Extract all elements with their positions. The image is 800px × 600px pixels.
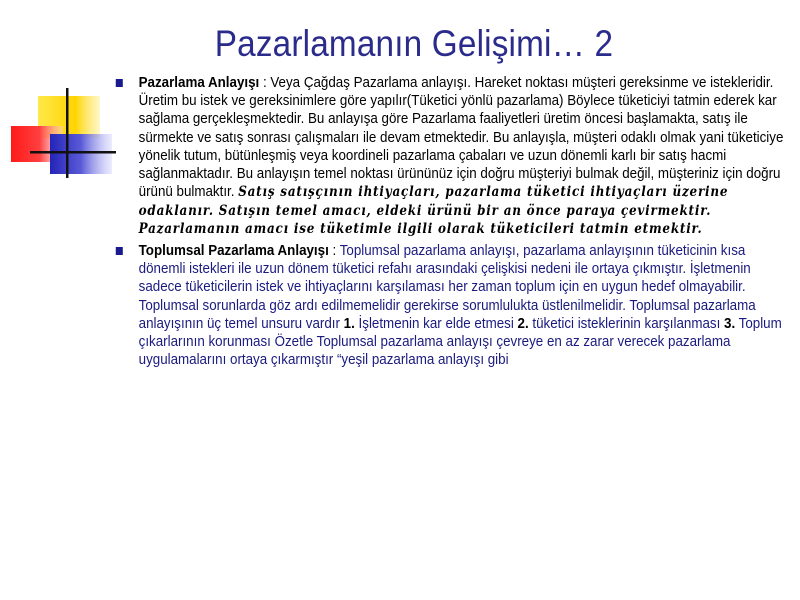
bullet-term: Pazarlama Anlayışı xyxy=(138,74,260,91)
list-number: 2. xyxy=(517,314,529,332)
square-bullet-icon xyxy=(116,79,123,87)
bullet-text: İşletmenin kar elde etmesi xyxy=(354,314,518,332)
list-number: 3. xyxy=(724,314,736,332)
bullet-term: Toplumsal Pazarlama Anlayışı xyxy=(138,242,329,259)
bullet-pazarlama-anlayisi xyxy=(114,74,785,239)
bullet-text: Toplum çıkarlarının korunması Özetle Toplumsal pazarlama anlayışı çevreye en az zarar verecek pazarlama uygulamalarını ortaya çıkarmıştır “yeşil pazarlama anlayışı gibi xyxy=(138,314,782,369)
list-number: 1. xyxy=(343,314,355,332)
slide-title: Pazarlamanın Gelişimi… 2 xyxy=(214,23,614,64)
bullet-text: Toplumsal pazarlama anlayışı, pazarlama anlayışının tüketicinin kısa dönemli istekleri ile uzun dönem tüketici refahı arasındaki çelişkisi nedeni ile ortaya çıkmıştır. İşletmenin sadece tüketicilerin istek ve ihtiyaçlarını karşılaması her zaman toplum için en uygun hedef olmayabilir. Toplumsal sorunlarda göz ardı edilmemelidir gerekirse sorumlulukta üstlenilmelidir. Toplumsal pazarlama anlayışının üç temel unsuru vardır xyxy=(138,242,756,332)
bullet-text-separator: : xyxy=(328,242,340,259)
square-bullet-icon xyxy=(116,247,123,255)
bullet-italic-text: Satış satışçının ihtiyaçları, pazarlama tüketici ihtiyaçları üzerine odaklanır. Satışın temel amacı, eldeki ürünü bir an önce paraya çevirmektir. Pazarlamanın amacı ise tüketimle ilgili olarak tüketicileri tatmin etmektir. xyxy=(138,184,729,238)
bullet-toplumsal-pazarlama xyxy=(114,242,785,369)
vertical-line xyxy=(66,88,69,178)
slide-content xyxy=(114,74,794,372)
blue-square xyxy=(50,134,112,174)
bullet-text: : Veya Çağdaş Pazarlama anlayışı. Hareket noktası müşteri gereksinme ve istekleridir. Üretim bu istek ve gereksinimlere göre yapılır(Tüketici yönlü pazarlama) Böylece tüketiciyi tatmin ederek kar sağlama gerçekleşmektedir. Bu anlayışa göre Pazarlama faaliyetleri üretim öncesi başlamakta, satış ile sürmekte ve satış sonrası çalışmaları ile devam etmektedir. Bu anlayışla, müşteri odaklı olmak yani tüketiciye yönelik tutum, bütünleşmiş veya koordineli pazarlama çabaları ve uzun dönemli karlı bir satış hacmi sağlanmaktadır. Bu anlayışın temel noktası ürününüz için doğru müşteriyi bulmak değil, müşteriniz için doğru ürünü bulmaktır. xyxy=(138,74,784,201)
horizontal-line xyxy=(30,151,116,154)
bullet-text: tüketici isteklerinin karşılanması xyxy=(528,314,725,332)
